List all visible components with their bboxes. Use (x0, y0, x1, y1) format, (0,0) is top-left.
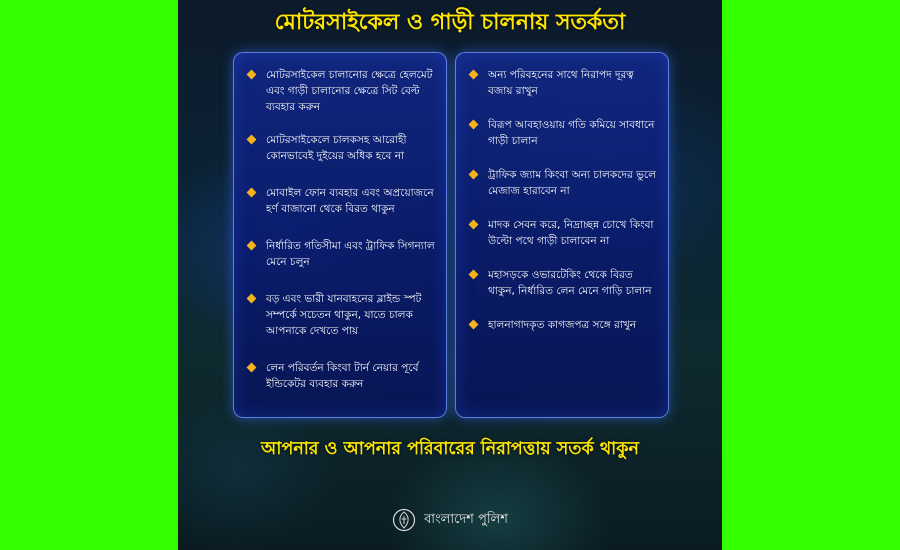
tip-item (466, 67, 658, 99)
diamond-bullet-icon (469, 320, 479, 330)
tip-item (244, 360, 436, 392)
tip-text: নির্ধারিত গতিসীমা এবং ট্রাফিক সিগন্যাল মেনে চলুন (266, 240, 435, 268)
tip-text: ট্রাফিক জ্যাম কিংবা অন্য চালকদের ভুলে মেজাজ হারাবেন না (488, 169, 656, 197)
diamond-bullet-icon (469, 270, 479, 280)
police-emblem-icon (392, 508, 416, 532)
tip-text: মোটরসাইকেলে চালকসহ আরোহী কোনভাবেই দুইয়ের অধিক হবে না (266, 134, 407, 162)
left-tips-panel (233, 52, 447, 418)
diamond-bullet-icon (247, 135, 257, 145)
tip-text: হালনাগাদকৃত কাগজপত্র সঙ্গে রাখুন (488, 319, 636, 331)
tip-item (466, 267, 658, 299)
diamond-bullet-icon (469, 220, 479, 230)
poster-title: মোটরসাইকেল ও গাড়ী চালনায় সতর্কতা (274, 10, 626, 35)
tip-item (244, 238, 436, 270)
tip-text: মোটরসাইকেল চালানোর ক্ষেত্রে হেলমেট এবং গাড়ী চালানোর ক্ষেত্রে সিট বেল্ট ব্যবহার করুন (266, 69, 433, 113)
tip-item (466, 317, 658, 333)
safety-poster (178, 0, 722, 550)
tip-text: মাদক সেবন করে, নিদ্রাচ্ছন্ন চোখে কিংবা উল্টো পথে গাড়ী চালাবেন না (488, 219, 654, 247)
tip-item (244, 291, 436, 339)
diamond-bullet-icon (247, 241, 257, 251)
tip-text: মহাসড়কে ওভারটেকিং থেকে বিরত থাকুন, নির্ধারিত লেন মেনে গাড়ি চালান (488, 269, 652, 297)
diamond-bullet-icon (247, 188, 257, 198)
right-tips-panel (455, 52, 669, 418)
safety-slogan: আপনার ও আপনার পরিবারের নিরাপত্তায় সতর্ক থাকুন (261, 439, 639, 459)
diamond-bullet-icon (247, 70, 257, 80)
organization-name: বাংলাদেশ পুলিশ (424, 511, 508, 527)
footer-branding (178, 504, 722, 536)
diamond-bullet-icon (469, 120, 479, 130)
tip-item (466, 217, 658, 249)
diamond-bullet-icon (247, 363, 257, 373)
diamond-bullet-icon (469, 70, 479, 80)
diamond-bullet-icon (469, 170, 479, 180)
diamond-bullet-icon (247, 294, 257, 304)
tip-text: অন্য পরিবহনের সাথে নিরাপদ দূরত্ব বজায় রাখুন (488, 69, 634, 97)
tip-item (244, 132, 436, 164)
tip-text: বড় এবং ভারী যানবাহনের ব্লাইন্ড স্পট সম্পর্কে সচেতন থাকুন, যাতে চালক আপনাকে দেখতে পায় (266, 293, 422, 337)
tip-item (466, 117, 658, 149)
tip-text: লেন পরিবর্তন কিংবা টার্ন নেয়ার পূর্বে ইন্ডিকেটর ব্যবহার করুন (266, 362, 419, 390)
tip-item (244, 185, 436, 217)
tip-text: বিরূপ আবহাওয়ায় গতি কমিয়ে সাবধানে গাড়ী চালান (488, 119, 655, 147)
tip-item (466, 167, 658, 199)
tip-text: মোবাইল ফোন ব্যবহার এবং অপ্রয়োজনে হর্ণ বাজানো থেকে বিরত থাকুন (266, 187, 434, 215)
tip-item (244, 67, 436, 115)
